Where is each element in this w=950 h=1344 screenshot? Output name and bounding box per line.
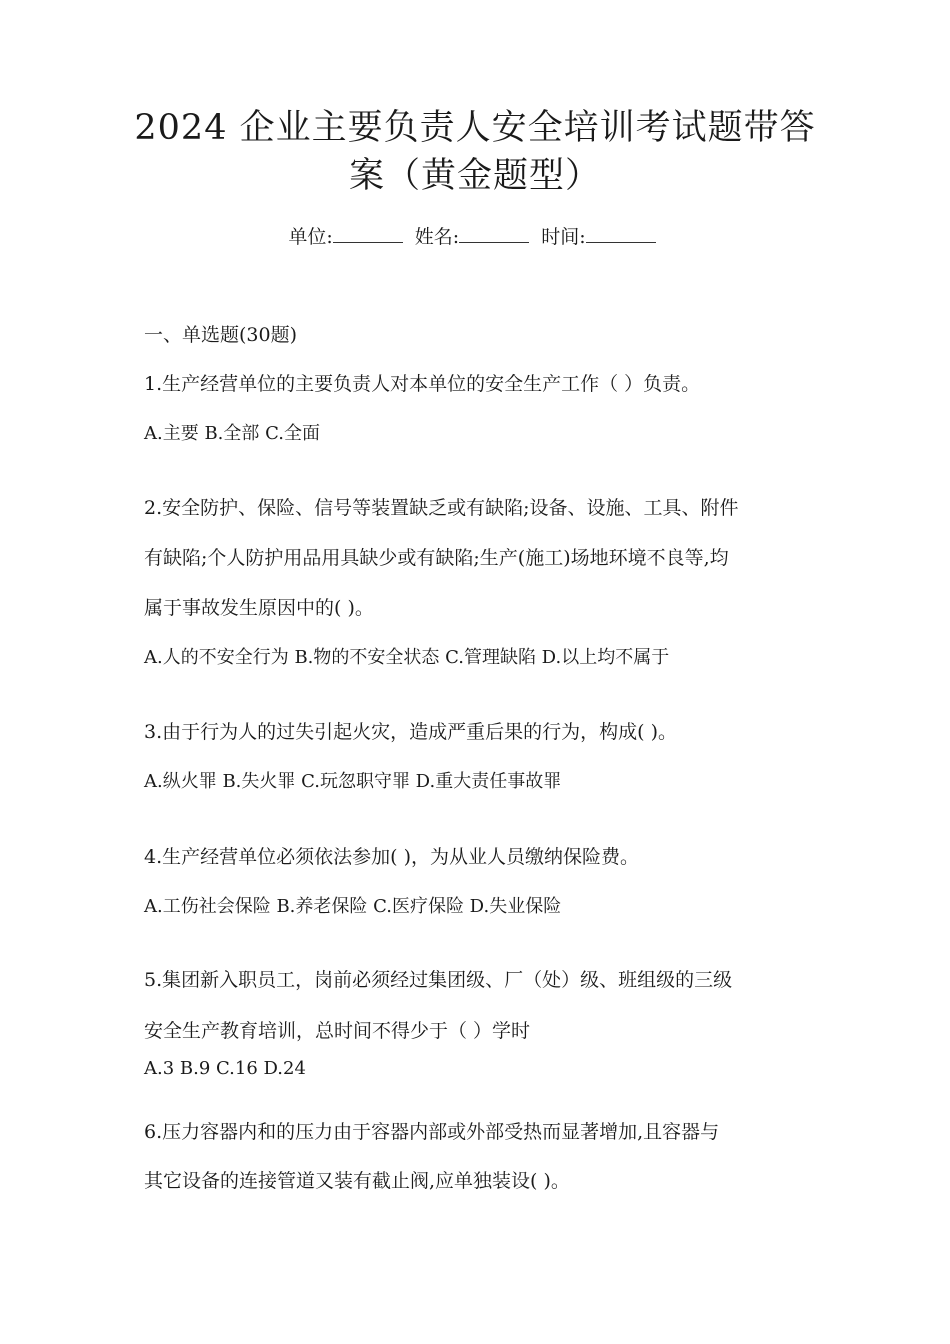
question-2-options: A.人的不安全行为 B.物的不安全状态 C.管理缺陷 D.以上均不属于: [144, 647, 670, 668]
question-6-line-2: 其它设备的连接管道又装有截止阀,应单独装设( )。: [144, 1170, 570, 1192]
unit-blank: [333, 224, 403, 243]
section-heading: 一、单选题(30题): [144, 324, 298, 346]
question-2-line-1: 2.安全防护、保险、信号等装置缺乏或有缺陷;设备、设施、工具、附件: [144, 497, 739, 519]
question-2-line-2: 有缺陷;个人防护用品用具缺少或有缺陷;生产(施工)场地环境不良等,均: [144, 547, 729, 569]
question-1-options: A.主要 B.全部 C.全面: [144, 423, 320, 444]
question-4-options: A.工伤社会保险 B.养老保险 C.医疗保险 D.失业保险: [144, 896, 562, 917]
question-2-line-3: 属于事故发生原因中的( )。: [144, 597, 374, 619]
question-3-line-1: 3.由于行为人的过失引起火灾，造成严重后果的行为，构成( )。: [144, 721, 677, 743]
document-title-line-1: 2024 企业主要负责人安全培训考试题带答: [134, 108, 816, 148]
name-blank: [459, 224, 529, 243]
name-label: 姓名:: [414, 226, 460, 248]
question-5-line-2: 安全生产教育培训，总时间不得少于（ ）学时: [144, 1020, 531, 1042]
question-6-line-1: 6.压力容器内和的压力由于容器内部或外部受热而显著增加,且容器与: [144, 1121, 720, 1143]
question-5-options: A.3 B.9 C.16 D.24: [144, 1058, 306, 1079]
question-1-line-1: 1.生产经营单位的主要负责人对本单位的安全生产工作（ ）负责。: [144, 373, 701, 395]
document-title-line-2: 案（黄金题型）: [348, 156, 601, 196]
info-fields: [0, 224, 950, 250]
question-5-line-1: 5.集团新入职员工，岗前必须经过集团级、厂（处）级、班组级的三级: [144, 969, 733, 991]
question-4-line-1: 4.生产经营单位必须依法参加( )，为从业人员缴纳保险费。: [144, 846, 639, 868]
question-3-options: A.纵火罪 B.失火罪 C.玩忽职守罪 D.重大责任事故罪: [144, 771, 562, 792]
unit-label: 单位:: [288, 226, 333, 248]
time-blank: [586, 224, 656, 243]
time-label: 时间:: [541, 226, 586, 248]
